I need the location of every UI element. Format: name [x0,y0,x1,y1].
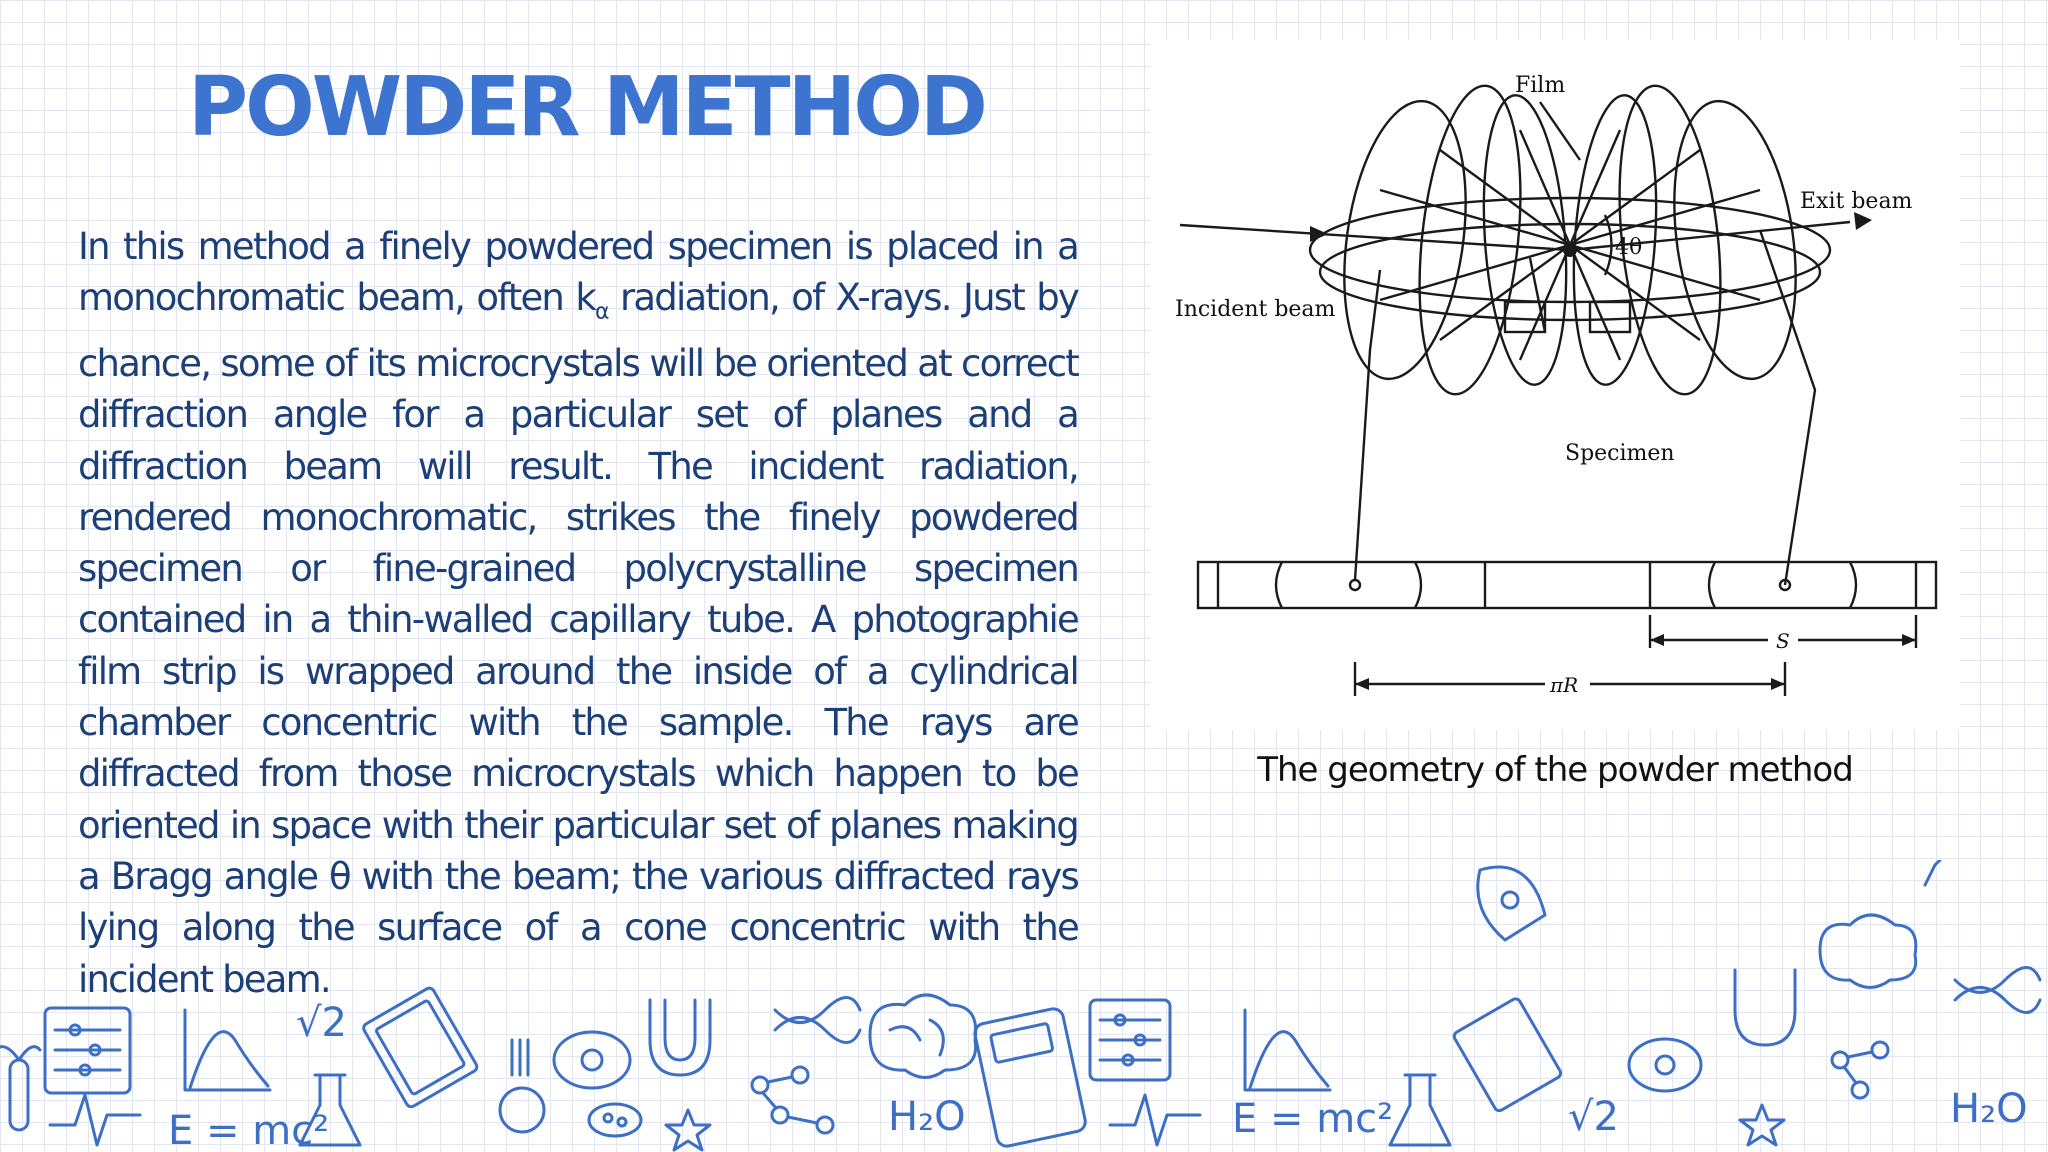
science-doodle-border [0,860,2048,1152]
incident-beam-label: Incident beam [1175,297,1336,322]
film-leader-line [1540,102,1580,160]
film-strip [1198,562,1936,608]
arrowhead [1902,634,1916,646]
abacus-icon [1090,1000,1170,1080]
arrowhead [1650,634,1664,646]
rocket-icon [1478,867,1545,940]
emc2-formula: E = mc² [1232,1096,1394,1142]
star-icon [666,1110,710,1150]
pipette-icon [1925,860,1965,885]
bell-curve-graph-icon [1245,1010,1330,1090]
magnet-icon [650,1000,710,1075]
incident-arrowhead [1310,226,1328,242]
arrowhead [1355,678,1369,690]
diffraction-arc [1276,562,1282,608]
sqrt2-formula: √2 [296,1000,347,1046]
cell-icon [554,1032,630,1088]
figure-caption: The geometry of the powder method [1257,750,1853,790]
sqrt2-formula: √2 [1568,1094,1619,1140]
heartbeat-icon [50,1095,140,1145]
brain-icon [1820,915,1916,988]
book-icon [362,986,479,1108]
specimen-point [1563,243,1577,257]
beam-hole [1350,580,1360,590]
paragraph-part-1: In this method a finely powdered specimen is placed in a monochromatic beam, often k [78,225,1078,320]
calculator-icon [973,1007,1087,1148]
exit-beam-label: Exit beam [1800,189,1913,214]
arrowhead [1771,678,1785,690]
molecule-icon [1832,1042,1888,1098]
bell-curve-graph-icon [185,1010,270,1090]
abacus-icon [45,1008,130,1093]
angle-label: 4θ [1615,235,1643,260]
h2o-formula: H₂O [888,1094,966,1140]
book-icon [1452,997,1562,1112]
cell-icon [1629,1039,1701,1091]
apple-icon [500,1040,544,1132]
exit-arrowhead [1854,212,1872,230]
h2o-formula: H₂O [1950,1086,2028,1132]
test-tube-icon [0,1047,40,1130]
dna-icon [1955,968,2040,1013]
flask-icon [1390,1075,1450,1145]
paragraph-part-2: radiation, of X-rays. Just by chance, some of its microcrystals will be oriented at correct diffraction angle for a particular set of planes and a diffraction beam will result. The incident radiation, rendered monochromatic, strikes the finely powdered specimen or fine-grained polycrystalline specimen contained in a thin-walled capillary tube. A photographie film strip is wrapped around the inside of a cylindrical chamber concentric with the sample. The rays are diffracted from those microcrystals which happen to be oriented in space with their particular set of planes making a Bragg angle θ with the beam; the various diffracted rays lying along the surface of a cone concentric with the incident beam. [78,276,1079,1001]
cone-ellipse [1475,93,1575,388]
projection-line [1355,270,1380,580]
star-icon [1740,1105,1784,1145]
heartbeat-icon [1110,1095,1200,1145]
diffraction-arc [1850,562,1856,608]
diagram-svg [1150,40,1960,730]
film-label: Film [1515,73,1566,98]
diffraction-arc [1709,562,1715,608]
bacteria-icon [589,1104,641,1136]
specimen-label: Specimen [1565,441,1675,466]
magnet-icon [1735,970,1795,1045]
powder-method-diagram [1150,40,1960,730]
k-alpha-subscript: α [595,299,608,325]
diffraction-arc [1415,562,1421,608]
doodles-svg [0,860,2048,1152]
dna-icon [775,998,860,1043]
s-label: S [1776,629,1790,653]
molecule-icon [752,1067,833,1133]
emc2-formula: E = mc² [168,1108,330,1152]
pi-r-label: πR [1550,673,1579,697]
brain-icon [870,995,976,1078]
slide-title: POWDER METHOD [188,60,985,155]
